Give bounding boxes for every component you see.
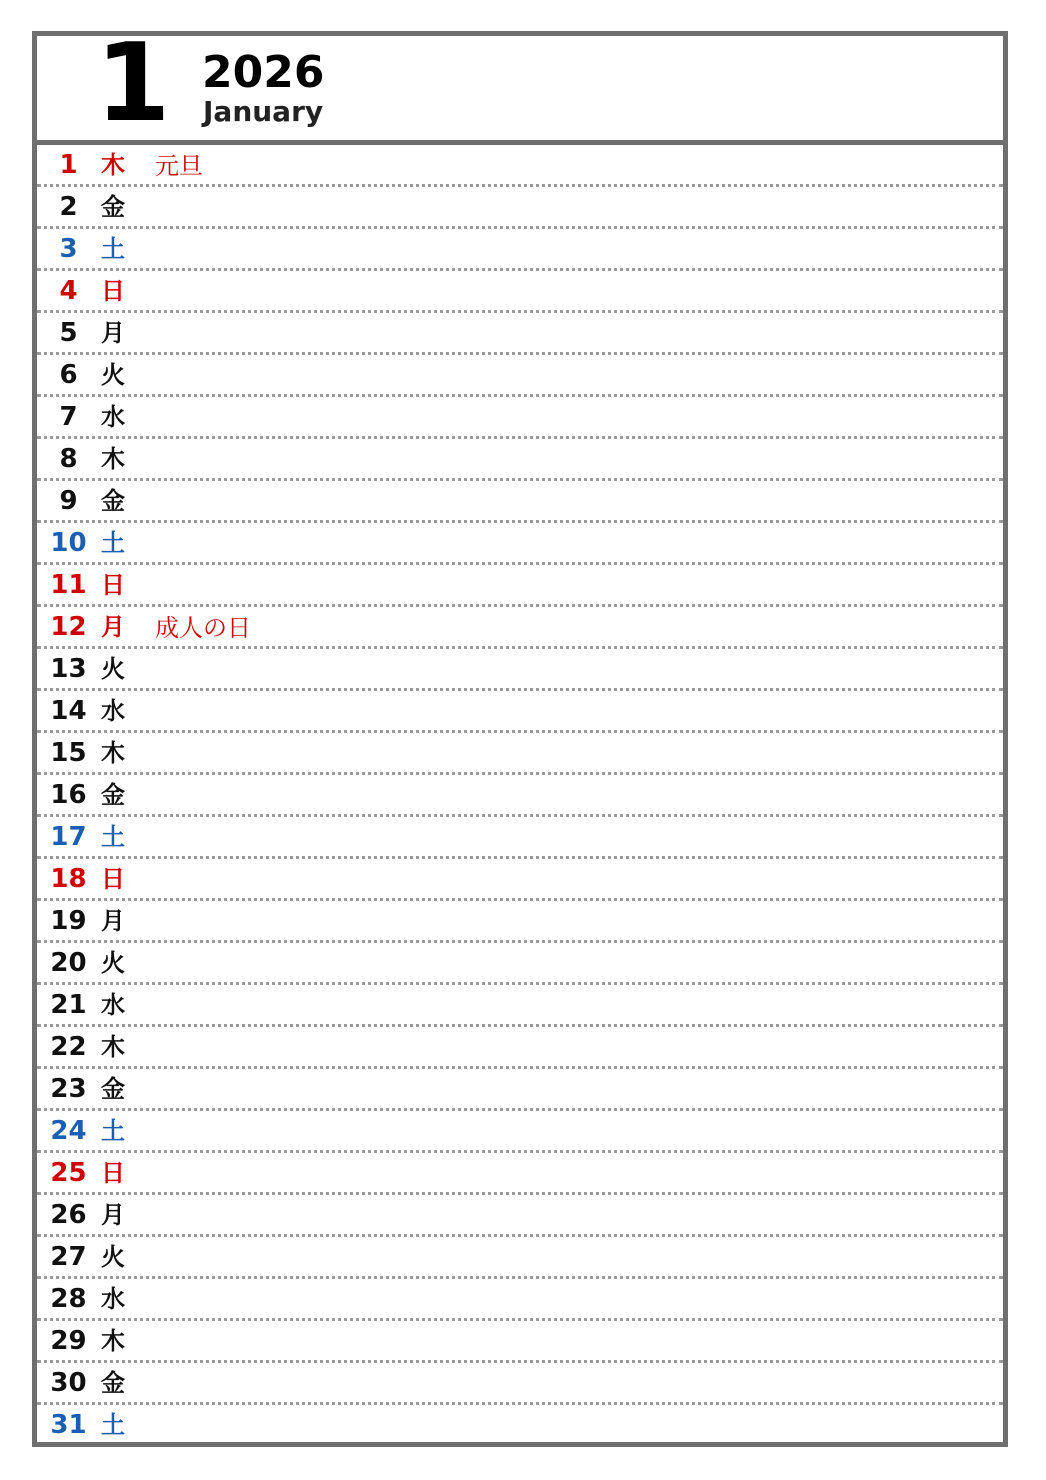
day-row [37, 565, 1003, 607]
day-row [37, 229, 1003, 271]
day-weekday: 金 [101, 193, 125, 221]
day-weekday: 土 [101, 529, 125, 557]
day-number: 8 [59, 444, 78, 474]
day-weekday: 土 [101, 235, 125, 263]
day-row [37, 817, 1003, 859]
day-row [37, 943, 1003, 985]
day-row [37, 1363, 1003, 1405]
day-weekday: 水 [101, 697, 125, 725]
day-weekday: 木 [101, 1033, 125, 1061]
day-row [37, 1405, 1003, 1447]
holiday-label: 元旦 [155, 152, 203, 180]
day-row [37, 313, 1003, 355]
day-number: 16 [50, 780, 87, 810]
day-weekday: 木 [101, 1327, 125, 1355]
day-weekday: 月 [101, 1201, 125, 1229]
day-weekday: 木 [101, 445, 125, 473]
day-number: 13 [50, 654, 87, 684]
day-weekday: 火 [101, 361, 125, 389]
day-weekday: 月 [101, 319, 125, 347]
day-number: 24 [50, 1116, 87, 1146]
day-row [37, 145, 1003, 187]
day-weekday: 日 [101, 1159, 125, 1187]
day-number: 4 [59, 276, 78, 306]
day-weekday: 水 [101, 991, 125, 1019]
day-row [37, 271, 1003, 313]
day-weekday: 金 [101, 781, 125, 809]
day-number: 26 [50, 1200, 87, 1230]
day-row [37, 523, 1003, 565]
day-row [37, 649, 1003, 691]
day-number: 12 [50, 612, 87, 642]
day-weekday: 金 [101, 1075, 125, 1103]
day-weekday: 金 [101, 487, 125, 515]
day-weekday: 日 [101, 865, 125, 893]
day-row [37, 1153, 1003, 1195]
day-weekday: 土 [101, 823, 125, 851]
day-weekday: 木 [101, 739, 125, 767]
day-number: 25 [50, 1158, 87, 1188]
day-row [37, 187, 1003, 229]
day-row [37, 901, 1003, 943]
day-number: 6 [59, 360, 78, 390]
day-number: 21 [50, 990, 87, 1020]
day-number: 20 [50, 948, 87, 978]
day-row [37, 859, 1003, 901]
day-number: 23 [50, 1074, 87, 1104]
day-row [37, 1279, 1003, 1321]
day-weekday: 日 [101, 277, 125, 305]
day-number: 17 [50, 822, 87, 852]
day-row [37, 1195, 1003, 1237]
day-row [37, 691, 1003, 733]
day-number: 10 [50, 528, 87, 558]
day-weekday: 木 [101, 151, 125, 179]
day-weekday: 日 [101, 571, 125, 599]
day-weekday: 火 [101, 1243, 125, 1271]
day-number: 19 [50, 906, 87, 936]
monthly-calendar-page [32, 21, 1008, 1447]
day-number: 31 [50, 1410, 87, 1440]
day-row [37, 355, 1003, 397]
day-list [37, 145, 1003, 1447]
day-weekday: 水 [101, 1285, 125, 1313]
holiday-label: 成人の日 [155, 614, 251, 642]
day-row [37, 1321, 1003, 1363]
day-number: 15 [50, 738, 87, 768]
day-row [37, 733, 1003, 775]
day-weekday: 月 [101, 907, 125, 935]
day-weekday: 土 [101, 1117, 125, 1145]
day-weekday: 火 [101, 655, 125, 683]
day-weekday: 土 [101, 1411, 125, 1439]
day-number: 18 [50, 864, 87, 894]
day-number: 14 [50, 696, 87, 726]
day-row [37, 481, 1003, 523]
day-number: 7 [59, 402, 78, 432]
day-weekday: 金 [101, 1369, 125, 1397]
month-name-label: January [203, 95, 324, 128]
day-weekday: 水 [101, 403, 125, 431]
day-row [37, 1111, 1003, 1153]
day-row [37, 1069, 1003, 1111]
day-row [37, 775, 1003, 817]
year-label: 2026 [202, 47, 325, 98]
day-row [37, 607, 1003, 649]
day-number: 9 [59, 486, 78, 516]
day-row [37, 1027, 1003, 1069]
month-number: 1 [95, 21, 171, 146]
day-number: 29 [50, 1326, 87, 1356]
day-row [37, 1237, 1003, 1279]
day-number: 5 [59, 318, 78, 348]
day-weekday: 火 [101, 949, 125, 977]
day-weekday: 月 [101, 613, 125, 641]
day-number: 28 [50, 1284, 87, 1314]
day-row [37, 397, 1003, 439]
calendar-header [37, 21, 1003, 146]
day-row [37, 985, 1003, 1027]
day-number: 3 [59, 234, 78, 264]
day-number: 27 [50, 1242, 87, 1272]
day-number: 30 [50, 1368, 87, 1398]
day-number: 11 [50, 570, 87, 600]
day-number: 2 [59, 192, 78, 222]
day-number: 22 [50, 1032, 87, 1062]
day-number: 1 [59, 150, 78, 180]
day-row [37, 439, 1003, 481]
